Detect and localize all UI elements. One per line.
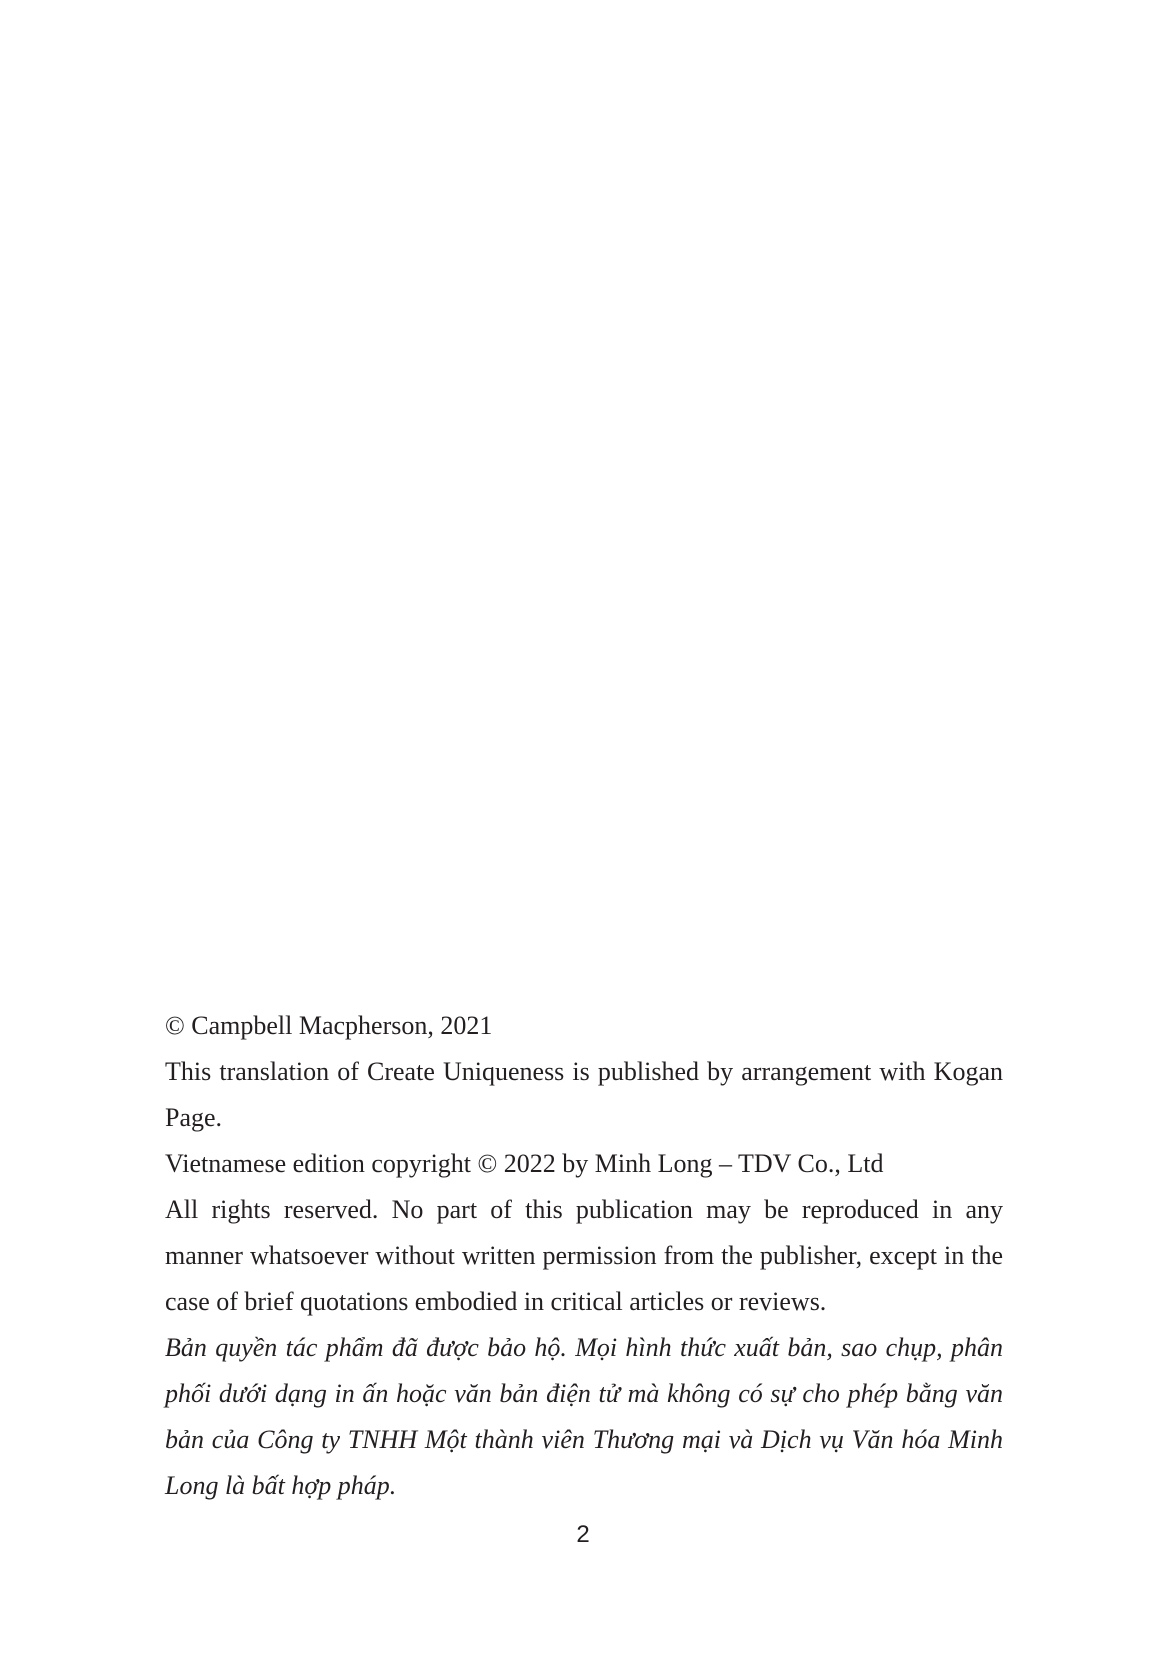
- page-number: 2: [576, 1521, 590, 1548]
- rights-reserved-paragraph: All rights reserved. No part of this publication may be reproduced in any manner whatsoever without written permission from the publisher, except in the case of brief quotations embodied in critical articles or reviews.: [165, 1195, 1003, 1316]
- translation-arrangement-line: This translation of Create Uniqueness is published by arrangement with Kogan Page.: [165, 1057, 1003, 1132]
- copyright-author-line: © Campbell Macpherson, 2021: [165, 1011, 493, 1040]
- vietnamese-edition-line: Vietnamese edition copyright © 2022 by Minh Long – TDV Co., Ltd: [165, 1149, 884, 1178]
- vietnamese-copyright-notice: Bản quyền tác phẩm đã được bảo hộ. Mọi hình thức xuất bản, sao chụp, phân phối dưới dạng in ấn hoặc văn bản điện tử mà không có sự cho phép bằng văn bản của Công ty TNHH Một thành viên Thương mại và Dịch vụ Văn hóa Minh Long là bất hợp pháp.: [165, 1333, 1003, 1500]
- copyright-block: [165, 1003, 1003, 1509]
